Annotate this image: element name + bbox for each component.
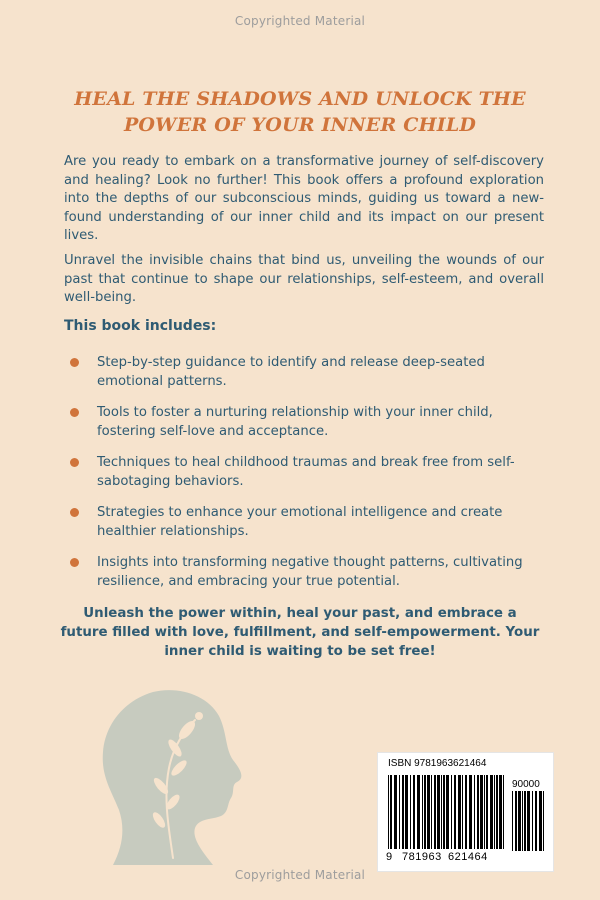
- bullet-dot-icon: [70, 558, 79, 567]
- list-item-text: Strategies to enhance your emotional intelligence and create healthier relationships.: [97, 505, 503, 539]
- list-item-text: Insights into transforming negative thought patterns, cultivating resilience, and embracing your true potential.: [97, 555, 523, 589]
- watermark-bottom: Copyrighted Material: [234, 868, 366, 882]
- list-item: [64, 554, 534, 591]
- list-item: [64, 354, 534, 391]
- includes-heading: This book includes:: [64, 318, 217, 334]
- barcode-digit-lead: 9: [386, 851, 393, 863]
- list-item: [64, 504, 534, 541]
- intro-paragraph: Are you ready to embark on a transformative journey of self-discovery and healing? Look no further! This book offers a profound exploration into the depths of our subconscious minds, guiding us toward a new-found understanding of our inner child and its impact on our present lives.: [64, 154, 544, 243]
- bullet-dot-icon: [70, 358, 79, 367]
- isbn-barcode: [377, 752, 554, 872]
- isbn-label: ISBN 9781963621464: [388, 758, 487, 769]
- bullet-dot-icon: [70, 408, 79, 417]
- barcode-digits-right: 621464: [448, 851, 488, 863]
- second-paragraph: Unravel the invisible chains that bind us, unveiling the wounds of our past that continue to shape our relationships, self-esteem, and overall well-being.: [64, 253, 544, 305]
- woman-silhouette-icon: [95, 690, 295, 865]
- barcode-digits-left: 781963: [402, 851, 442, 863]
- bullet-dot-icon: [70, 458, 79, 467]
- barcode-addon-icon: [510, 791, 546, 851]
- price-code: 90000: [512, 779, 540, 790]
- list-item: [64, 404, 534, 441]
- closing-statement: Unleash the power within, heal your past, and embrace a future filled with love, fulfillment, and self-empowerment. Your inner child is waiting to be set free!: [60, 606, 540, 659]
- list-item-text: Step-by-step guidance to identify and release deep-seated emotional patterns.: [97, 355, 485, 389]
- list-item-text: Tools to foster a nurturing relationship with your inner child, fostering self-love and acceptance.: [97, 405, 493, 439]
- list-item: [64, 454, 534, 491]
- watermark-top: Copyrighted Material: [234, 14, 366, 28]
- list-item-text: Techniques to heal childhood traumas and break free from self-sabotaging behaviors.: [97, 455, 515, 489]
- bullet-list: [64, 354, 534, 604]
- cover-headline: HEAL THE SHADOWS AND UNLOCK THE POWER OF YOUR INNER CHILD: [74, 88, 526, 136]
- bullet-dot-icon: [70, 508, 79, 517]
- barcode-main-icon: [386, 775, 506, 851]
